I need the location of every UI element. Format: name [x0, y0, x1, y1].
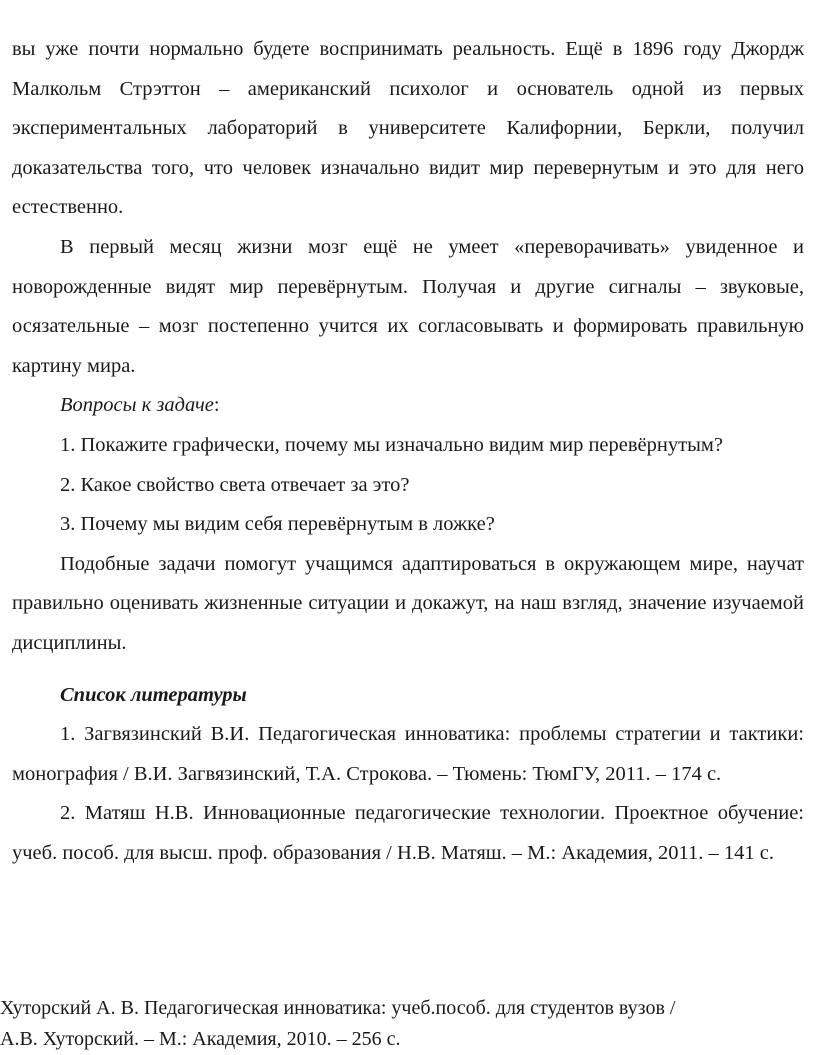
question-3: 3. Почему мы видим себя перевёрнутым в ложке? — [60, 513, 495, 536]
references-heading: Список литературы — [60, 683, 247, 706]
reference-item-2: 2. Матяш Н.В. Инновационные педагогические технологии. Проектное обучение: учеб. пособ. для высш. проф. образования / Н.В. Матяш. – М.: Академия, 2011. – 141 с. — [12, 802, 804, 864]
reference-item-1: 1. Загвязинский В.И. Педагогическая инноватика: проблемы стратегии и тактики: монография / В.И. Загвязинский, Т.А. Строкова. – Тюмень: ТюмГУ, 2011. – 174 с. — [12, 723, 804, 785]
questions-label-line — [12, 386, 804, 426]
question-1: 1. Покажите графически, почему мы изначально видим мир перевёрнутым? — [60, 433, 723, 456]
paragraph-conclusion: Подобные задачи помогут учащимся адаптироваться в окружающем мире, научат правильно оценивать жизненные ситуации и докажут, на наш взгляд, значение изучаемой дисциплины. — [12, 552, 804, 654]
questions-colon: : — [213, 394, 220, 417]
paragraph-newborn: В первый месяц жизни мозг ещё не умеет «переворачивать» увиденное и новорожденные видят мир перевёрнутым. Получая и другие сигналы – звуковые, осязательные – мозг постепенно учится их согласовывать и формировать правильную картину мира. — [12, 235, 804, 377]
reference-item-3-line-2: А.В. Хуторский. – М.: Академия, 2010. – 256 с. — [0, 1028, 401, 1050]
reference-item-3-line-1: Хуторский А. В. Педагогическая инноватика: учеб.пособ. для студентов вузов / — [0, 997, 676, 1019]
document-body — [12, 30, 804, 873]
question-2: 2. Какое свойство света отвечает за это? — [60, 473, 410, 496]
paragraph-reality: вы уже почти нормально будете воспринимать реальность. Ещё в 1896 году Джордж Малкольм Стрэттон – американский психолог и основатель одной из первых экспериментальных лабораторий в университете Калифорнии, Беркли, получил доказательства того, что человек изначально видит мир перевернутым и это для него естественно. — [12, 38, 804, 219]
questions-label: Вопросы к задаче — [60, 394, 214, 417]
reference-item-3 — [0, 993, 800, 1055]
